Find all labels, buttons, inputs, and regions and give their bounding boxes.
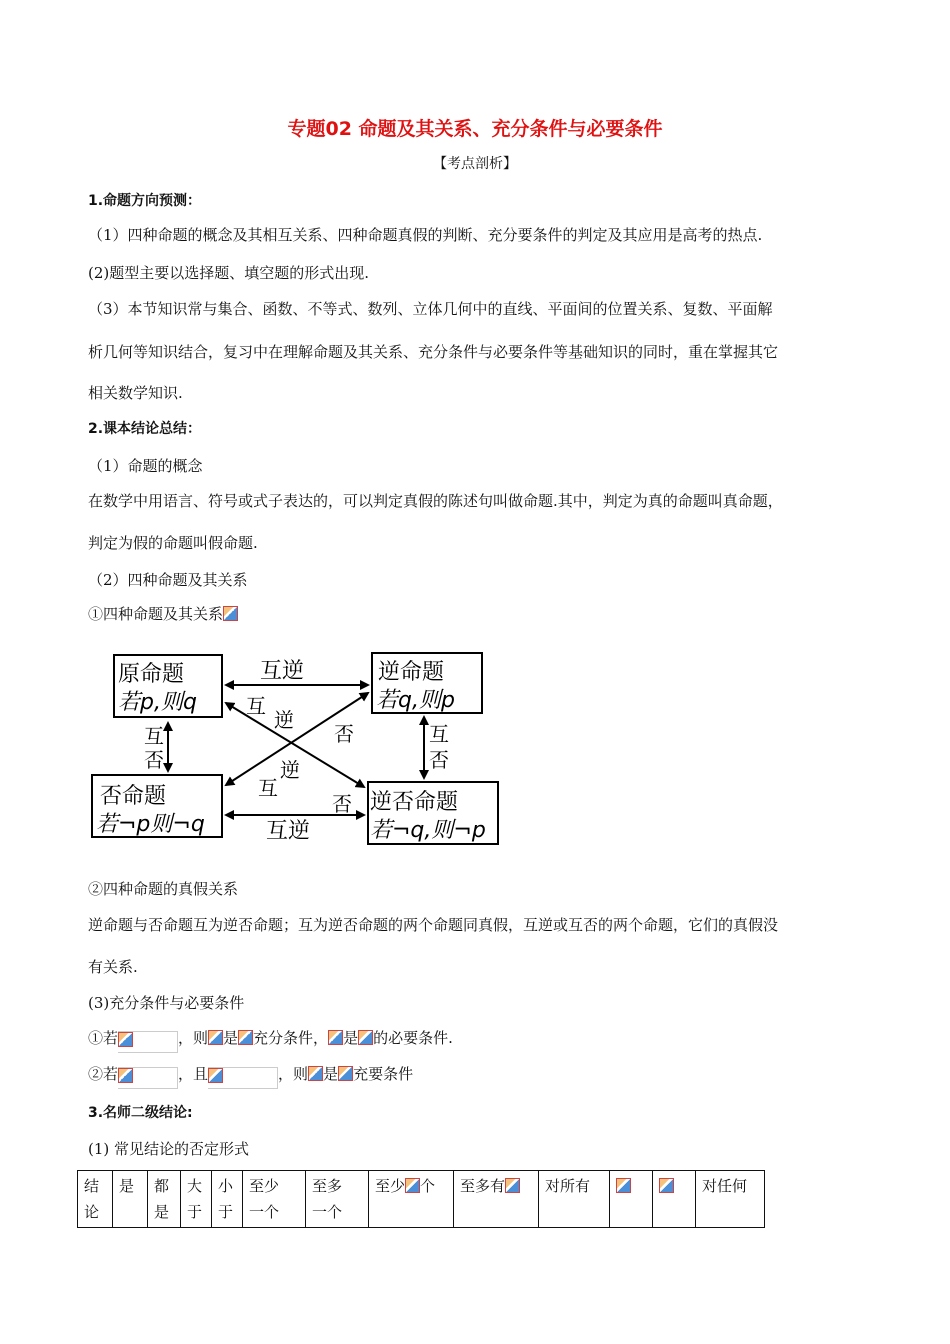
- section1-p3-line1: （3）本节知识常与集合、函数、不等式、数列、立体几何中的直线、平面间的位置关系、复数、平面解: [88, 300, 773, 318]
- table-cell: [610, 1171, 653, 1228]
- c2-text-b: ，且: [178, 1065, 209, 1083]
- table-cell: [78, 1171, 113, 1228]
- cell-text: 至多有: [460, 1177, 506, 1195]
- formula-image-icon: [118, 1032, 133, 1047]
- c1-text-d: 充分条件，: [253, 1029, 329, 1047]
- page-subtitle: 【考点剖析】: [433, 156, 517, 172]
- c2-text-a: ②若: [88, 1065, 119, 1083]
- diag-label-3b: 互: [258, 776, 278, 800]
- converse-cond: 若q,则p: [376, 688, 455, 713]
- section1-p2: (2)题型主要以选择题、填空题的形式出现.: [88, 264, 370, 282]
- page-title: 专题02 命题及其关系、充分条件与必要条件: [287, 118, 663, 140]
- table-cell: [653, 1171, 696, 1228]
- table-cell: [181, 1171, 212, 1228]
- converse-name: 逆命题: [378, 660, 445, 685]
- c2-text-d: 是: [323, 1065, 339, 1083]
- formula-image-icon: [238, 1030, 253, 1045]
- c1-text-c: 是: [223, 1029, 239, 1047]
- formula-image-icon: [208, 1068, 223, 1083]
- item1-line: [88, 603, 238, 624]
- formula-image-icon: [405, 1178, 420, 1193]
- original-name: 原命题: [118, 662, 185, 687]
- table-cell: [454, 1171, 539, 1228]
- cell-text: 是: [154, 1203, 170, 1221]
- c1-text-f: 的必要条件.: [373, 1029, 453, 1047]
- formula-image-icon: [338, 1066, 353, 1081]
- cell-text: 小: [218, 1177, 234, 1195]
- section3-sub1: (1) 常见结论的否定形式: [88, 1140, 250, 1158]
- formula-image-icon: [505, 1178, 520, 1193]
- table-cell: [113, 1171, 148, 1228]
- formula-image-icon: [616, 1178, 631, 1193]
- item2: ②四种命题的真假关系: [88, 880, 239, 898]
- cell-text: 大: [187, 1177, 203, 1195]
- inverse-cond: 若¬p则¬q: [96, 812, 205, 837]
- truth-line1: 逆命题与否命题互为逆否命题；互为逆否命题的两个命题同真假，互逆或互否的两个命题，它们的真假没: [88, 916, 779, 934]
- cell-text: 论: [84, 1203, 100, 1221]
- cell-text: 结: [84, 1177, 100, 1195]
- cell-text: 一个: [249, 1203, 280, 1221]
- right-label-1: 互: [429, 722, 449, 746]
- diag-label-2b: 否: [332, 792, 352, 816]
- condition-line2: [88, 1063, 413, 1089]
- section1-p3-line2: 析几何等知识结合，复习中在理解命题及其关系、充分条件与必要条件等基础知识的同时，重在掌握其它: [88, 343, 779, 361]
- section3-heading: 3.名师二级结论:: [88, 1105, 193, 1121]
- original-cond: 若p,则q: [118, 690, 197, 715]
- formula-image-icon: [308, 1066, 323, 1081]
- left-label-1: 互: [144, 724, 164, 748]
- table-cell: [243, 1171, 306, 1228]
- definition-line2: 判定为假的命题叫假命题.: [88, 534, 258, 552]
- truth-line2: 有关系.: [88, 958, 138, 976]
- section1-heading: 1.命题方向预测：: [88, 193, 202, 209]
- inverse-name: 否命题: [100, 784, 167, 809]
- formula-image-icon: [118, 1068, 133, 1083]
- contrapositive-name: 逆否命题: [370, 790, 459, 815]
- c1-blank: [118, 1031, 178, 1053]
- cell-text: 个: [420, 1177, 436, 1195]
- condition-line1: [88, 1027, 453, 1053]
- cell-text: 对任何: [702, 1177, 748, 1195]
- c2-blank-1: [118, 1067, 178, 1089]
- section1-p1: （1）四种命题的概念及其相互关系、四种命题真假的判断、充分要条件的判定及其应用是高考的热点.: [88, 226, 763, 244]
- table-cell: [148, 1171, 181, 1228]
- formula-image-icon: [358, 1030, 373, 1045]
- table-cell: [212, 1171, 243, 1228]
- broken-image-icon: [223, 606, 238, 621]
- section2-sub1: （1）命题的概念: [88, 457, 203, 475]
- left-label-2: 否: [144, 748, 164, 772]
- table-cell: [696, 1171, 765, 1228]
- section2-sub3: (3)充分条件与必要条件: [88, 994, 245, 1012]
- diag-label-3a: 逆: [280, 758, 300, 782]
- top-label: 互逆: [260, 659, 305, 684]
- table-row: [78, 1171, 765, 1228]
- section1-p3-line3: 相关数学知识.: [88, 384, 183, 402]
- cell-text: 一个: [312, 1203, 343, 1221]
- cell-text: 至多: [312, 1177, 343, 1195]
- diag-label-1a: 互: [246, 694, 266, 718]
- bottom-label: 互逆: [266, 819, 311, 844]
- formula-image-icon: [328, 1030, 343, 1045]
- c2-text-e: 充要条件: [353, 1065, 414, 1083]
- diag-label-1b: 逆: [274, 708, 294, 732]
- section2-heading: 2.课本结论总结：: [88, 421, 202, 437]
- formula-image-icon: [659, 1178, 674, 1193]
- cell-text: 对所有: [545, 1177, 591, 1195]
- c1-text-a: ①若: [88, 1029, 119, 1047]
- negation-table: [77, 1170, 765, 1228]
- c1-text-b: ，则: [178, 1029, 209, 1047]
- cell-text: 都: [154, 1177, 170, 1195]
- diag-label-2a: 否: [334, 722, 354, 746]
- cell-text: 是: [119, 1177, 135, 1195]
- formula-image-icon: [208, 1030, 223, 1045]
- table-cell: [306, 1171, 369, 1228]
- definition-line1: 在数学中用语言、符号或式子表达的，可以判定真假的陈述句叫做命题.其中，判定为真的命题叫真命题，: [88, 492, 783, 510]
- c2-blank-2: [208, 1067, 278, 1089]
- cell-text: 至少: [249, 1177, 280, 1195]
- item1-text: ①四种命题及其关系: [88, 605, 224, 623]
- four-propositions-diagram: [88, 645, 508, 850]
- cell-text: 至少: [375, 1177, 406, 1195]
- cell-text: 于: [218, 1203, 234, 1221]
- cell-text: 于: [187, 1203, 203, 1221]
- c2-text-c: ，则: [278, 1065, 309, 1083]
- table-cell: [539, 1171, 610, 1228]
- table-cell: [369, 1171, 454, 1228]
- right-label-2: 否: [429, 748, 449, 772]
- c1-text-e: 是: [343, 1029, 359, 1047]
- section2-sub2: （2）四种命题及其关系: [88, 571, 248, 589]
- contrapositive-cond: 若¬q,则¬p: [370, 818, 486, 843]
